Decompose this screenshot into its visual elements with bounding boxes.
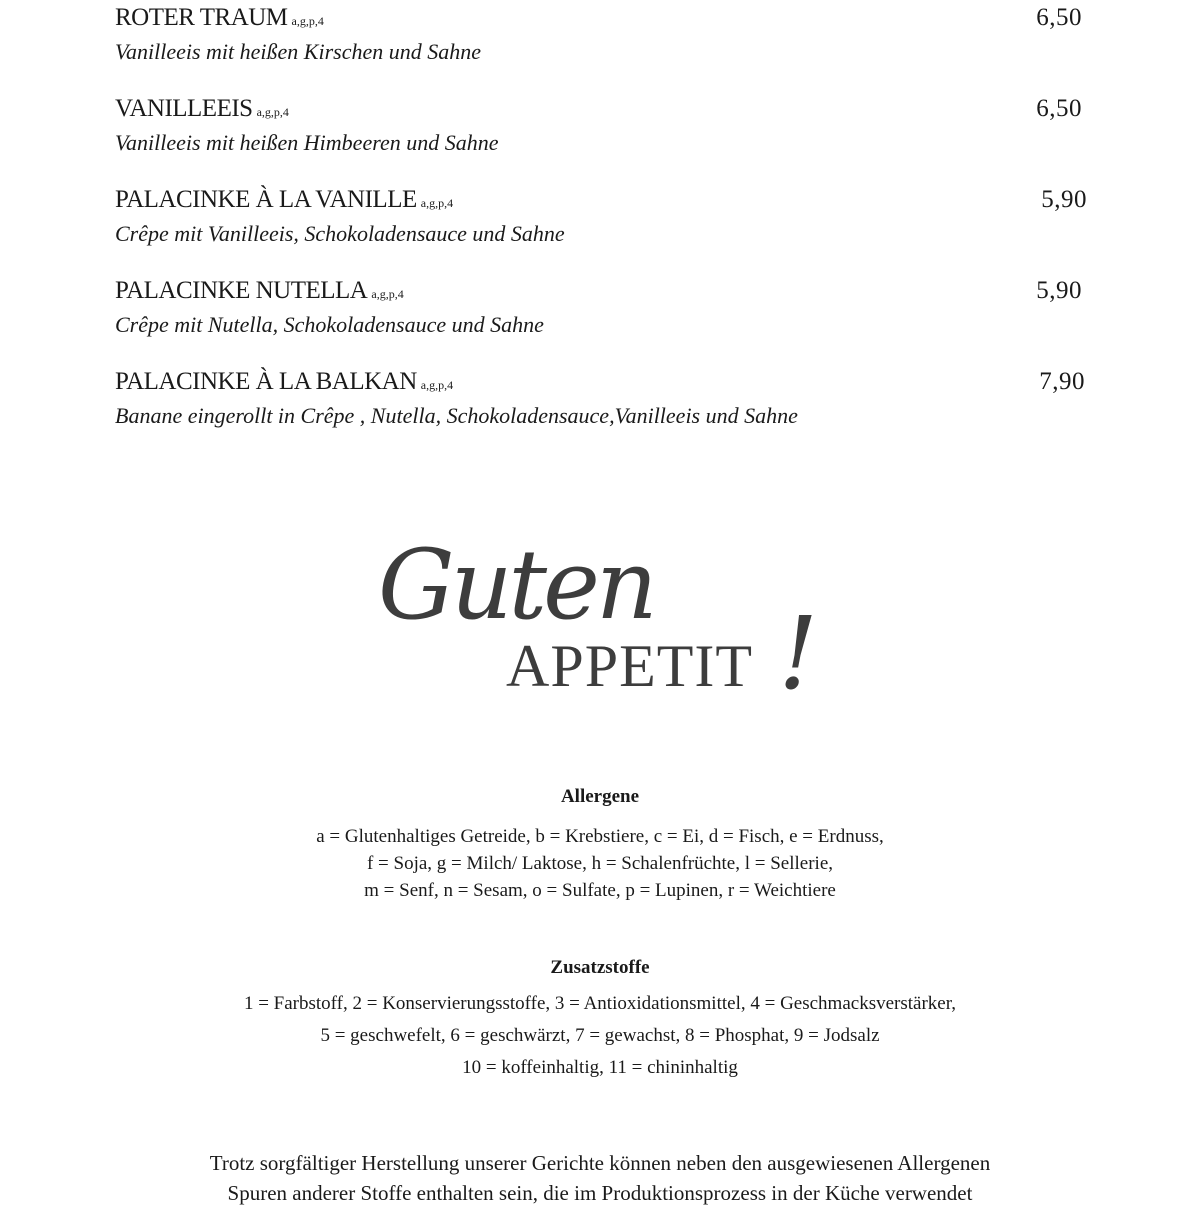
- additives-line: 5 = geschwefelt, 6 = geschwärzt, 7 = gewachst, 8 = Phosphat, 9 = Jodsalz: [320, 1025, 880, 1046]
- disclaimer-line: Spuren anderer Stoffe enthalten sein, die im Produktionsprozess in der Küche verwendet: [227, 1181, 973, 1205]
- menu-item-vanilleeis: [115, 94, 1090, 157]
- allergens-line: f = Soja, g = Milch/ Laktose, h = Schalenfrüchte, l = Sellerie,: [366, 853, 834, 874]
- logo-exclamation: !: [778, 595, 819, 710]
- additives-title: Zusatzstoffe: [550, 957, 650, 978]
- logo-caps-text: APPETIT: [506, 633, 753, 699]
- additives-line: 1 = Farbstoff, 2 = Konservierungsstoffe, 3 = Antioxidationsmittel, 4 = Geschmacksverstärker,: [243, 993, 957, 1014]
- item-allergen-codes: a,g,p,4: [420, 378, 454, 392]
- item-allergen-codes: a,g,p,4: [371, 287, 404, 301]
- guten-appetit-logo: [370, 520, 830, 710]
- menu-item-palacinke-balkan: [115, 367, 1090, 430]
- item-name: VANILLEEIS: [115, 95, 253, 122]
- item-price: 5,90: [1041, 186, 1087, 213]
- menu-item-palacinke-vanille: [115, 185, 1090, 248]
- additives-line: 10 = koffeinhaltig, 11 = chininhaltig: [462, 1057, 738, 1078]
- item-description: Crêpe mit Nutella, Schokoladensauce und Sahne: [115, 312, 544, 337]
- item-description: Banane eingerollt in Crêpe , Nutella, Schokoladensauce,Vanilleeis und Sahne: [115, 403, 798, 428]
- item-allergen-codes: a,g,p,4: [256, 105, 289, 119]
- item-description: Crêpe mit Vanilleeis, Schokoladensauce und Sahne: [115, 221, 565, 246]
- guten-appetit-logo-graphic: [370, 520, 830, 710]
- item-description: Vanilleeis mit heißen Kirschen und Sahne: [115, 39, 481, 64]
- item-name: PALACINKE NUTELLA: [115, 277, 368, 304]
- menu-item-palacinke-nutella: [115, 276, 1090, 339]
- item-name: PALACINKE À LA BALKAN: [115, 368, 417, 395]
- allergens-title: Allergene: [560, 786, 640, 807]
- item-allergen-codes: a,g,p,4: [291, 14, 324, 28]
- item-name-line: [115, 185, 1090, 218]
- logo-script-text: Guten: [378, 529, 654, 641]
- allergens-line: a = Glutenhaltiges Getreide, b = Krebstiere, c = Ei, d = Fisch, e = Erdnuss,: [316, 826, 884, 847]
- item-name-line: [115, 367, 1090, 400]
- item-name: ROTER TRAUM: [115, 4, 288, 31]
- item-price: 5,90: [1036, 277, 1082, 304]
- item-price: 6,50: [1036, 95, 1082, 122]
- disclaimer-line: Trotz sorgfältiger Herstellung unserer Gerichte können neben den ausgewiesenen Allergenen: [209, 1151, 991, 1175]
- item-price: 6,50: [1036, 4, 1082, 31]
- item-allergen-codes: a,g,p,4: [420, 196, 454, 210]
- item-description: Vanilleeis mit heißen Himbeeren und Sahne: [115, 130, 499, 155]
- allergens-line: m = Senf, n = Sesam, o = Sulfate, p = Lupinen, r = Weichtiere: [364, 880, 836, 901]
- item-name-line: [115, 94, 1090, 127]
- item-price: 7,90: [1039, 368, 1085, 395]
- item-name-line: [115, 276, 1090, 309]
- item-name-line: [115, 3, 1090, 36]
- item-name: PALACINKE À LA VANILLE: [115, 186, 417, 213]
- menu-item-roter-traum: [115, 3, 1090, 66]
